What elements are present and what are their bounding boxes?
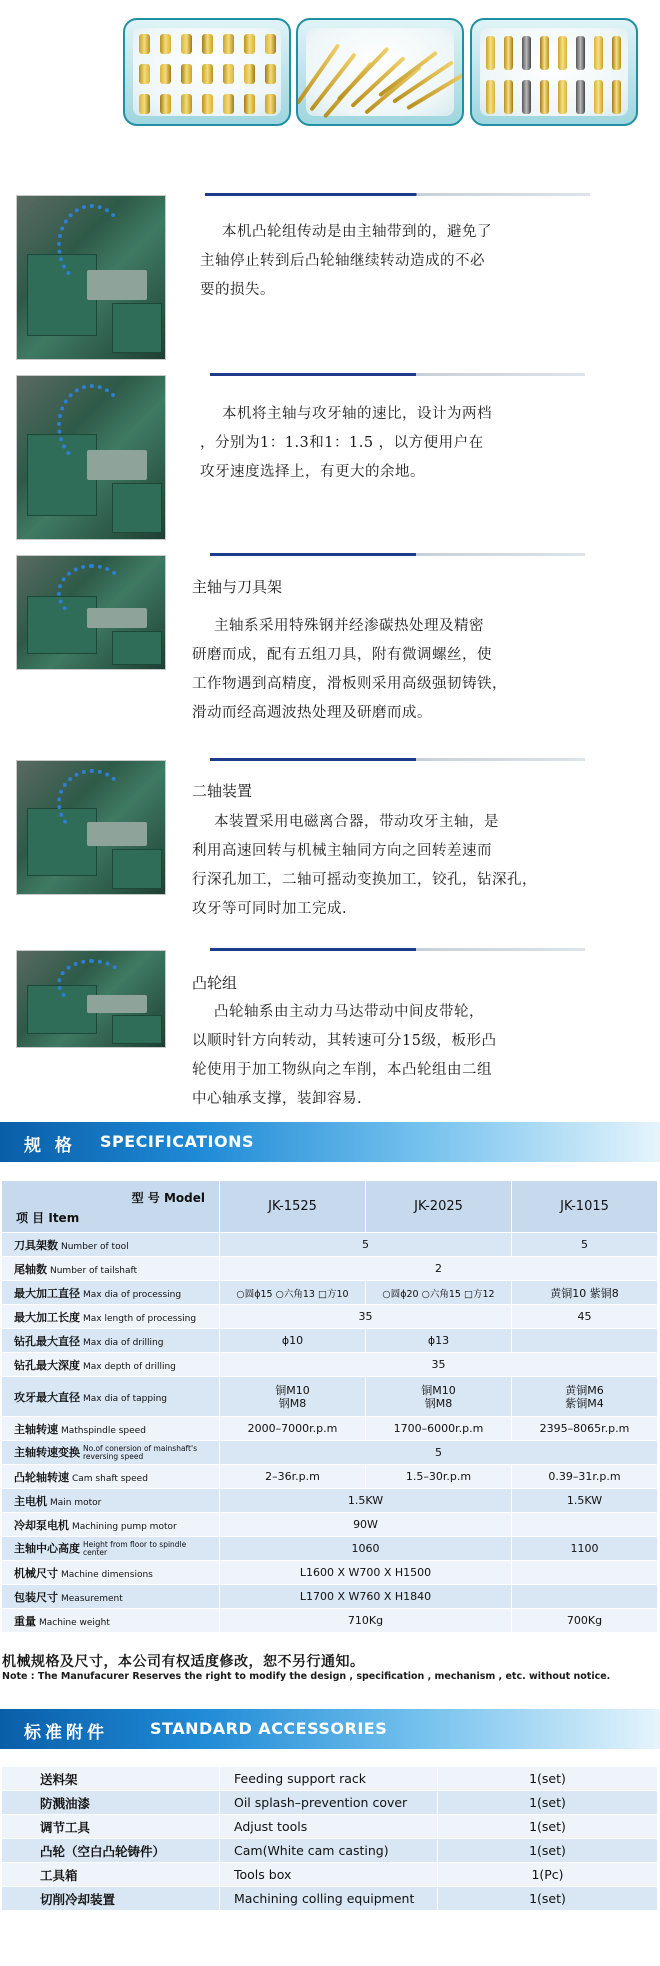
spec-row-label: [2, 1465, 220, 1489]
accessories-header-cn: 标准附件: [24, 1723, 108, 1743]
spec-value-line: 铜M10: [275, 1383, 310, 1397]
spec-row-label: [2, 1417, 220, 1441]
spec-value: 35: [220, 1305, 512, 1329]
spec-row-label: [2, 1353, 220, 1377]
machine-photo-3: [16, 555, 166, 670]
spec-value: ○圆ϕ20 ○六角15 □方12: [366, 1281, 512, 1305]
fitting-part: [223, 34, 234, 54]
spec-value: L1700 X W760 X H1840: [220, 1585, 512, 1609]
spec-row-label: [2, 1257, 220, 1281]
spec-label-cn: 尾轴数: [14, 1262, 47, 1276]
spec-corner-model: 型 号 Model: [131, 1191, 205, 1205]
spec-label-cn: 钻孔最大直径: [14, 1334, 80, 1348]
nozzle-part: [540, 80, 549, 114]
feature-title-4: 二轴装置: [192, 782, 253, 800]
feature-rule-4: [210, 758, 585, 761]
spec-value: 1700–6000r.p.m: [366, 1417, 512, 1441]
spec-value: 5: [220, 1233, 512, 1257]
spec-row-label: [2, 1609, 220, 1633]
fitting-part: [265, 94, 276, 114]
spec-value: 1100: [512, 1537, 658, 1561]
accessory-qty: 1(set): [438, 1815, 658, 1839]
feature-2-line-3: 攻牙速度选择上，有更大的余地。: [200, 464, 425, 480]
nozzle-part: [594, 36, 603, 70]
spec-label-cn: 包装尺寸: [14, 1590, 58, 1604]
fitting-part: [202, 94, 213, 114]
spec-value: 5: [220, 1441, 658, 1465]
pin-part: [296, 43, 340, 104]
fitting-part: [160, 64, 171, 84]
spec-value: 0.39–31r.p.m: [512, 1465, 658, 1489]
fitting-part: [160, 94, 171, 114]
accessory-row: [2, 1767, 658, 1791]
feature-4-line-4: 攻牙等可同时加工完成.: [192, 901, 348, 917]
accessory-row: [2, 1791, 658, 1815]
spec-value: 2–36r.p.m: [220, 1465, 366, 1489]
spec-label-en: Mathspindle speed: [61, 1425, 146, 1436]
spec-label-en: Height from floor to spindle center: [83, 1540, 187, 1557]
spec-row: [2, 1329, 658, 1353]
fitting-part: [265, 64, 276, 84]
feature-2-line-1: 本机将主轴与攻牙轴的速比，设计为两档: [222, 406, 492, 422]
spec-value: 90W: [220, 1513, 512, 1537]
nozzle-part: [612, 36, 621, 70]
feature-rule-3: [210, 553, 585, 556]
spec-row-label: [2, 1489, 220, 1513]
spec-row-label: [2, 1329, 220, 1353]
spec-row: [2, 1609, 658, 1633]
spec-value: [366, 1377, 512, 1417]
fitting-part: [181, 34, 192, 54]
fitting-part: [244, 64, 255, 84]
nozzle-part: [612, 80, 621, 114]
spec-label-en: Cam shaft speed: [72, 1473, 148, 1484]
spec-label-en: Max dia of processing: [83, 1289, 182, 1300]
spec-header-bar: [0, 1122, 660, 1162]
fitting-part: [139, 34, 150, 54]
spec-label-cn: 主轴转速: [14, 1422, 58, 1436]
spec-value: 1.5KW: [512, 1489, 658, 1513]
spec-row: [2, 1353, 658, 1377]
feature-5-line-2: 以顺时针方向转动，其转速可分15级，板形凸: [192, 1033, 497, 1049]
feature-title-3: 主轴与刀具架: [192, 578, 283, 596]
fitting-part: [244, 94, 255, 114]
nozzle-part: [522, 80, 531, 114]
nozzle-part: [504, 36, 513, 70]
spec-label-en: Max length of processing: [83, 1313, 197, 1324]
feature-5-line-3: 轮使用于加工物纵向之车削，本凸轮组由二组: [192, 1062, 492, 1078]
spec-label-en: No.of conersion of mainshaft's reversing speed: [83, 1444, 197, 1461]
spec-value: ○圆ϕ15 ○六角13 □方10: [220, 1281, 366, 1305]
spec-row-label: [2, 1281, 220, 1305]
spec-value: 35: [220, 1353, 658, 1377]
spec-label-cn: 刀具架数: [14, 1238, 58, 1252]
nozzle-part: [576, 80, 585, 114]
fitting-part: [181, 94, 192, 114]
spec-label-en: Number of tailshaft: [50, 1265, 138, 1276]
accessory-en: Cam(White cam casting): [220, 1839, 438, 1863]
accessory-row: [2, 1815, 658, 1839]
spec-row: [2, 1585, 658, 1609]
product-panel-fittings: [123, 18, 291, 126]
spec-label-en: Machine dimensions: [61, 1569, 153, 1580]
spec-value-line: 铜M10: [421, 1383, 456, 1397]
feature-3-line-1: 主轴系采用特殊钢并经渗碳热处理及精密: [214, 618, 484, 634]
spec-label-en: Max dia of drilling: [83, 1337, 164, 1348]
spec-row: [2, 1513, 658, 1537]
spec-label-cn: 重量: [14, 1614, 36, 1628]
spec-value: [512, 1329, 658, 1353]
spec-value: ϕ10: [220, 1329, 366, 1353]
spec-value: [512, 1377, 658, 1417]
accessory-qty: 1(set): [438, 1839, 658, 1863]
spec-label-cn: 最大加工直径: [14, 1286, 80, 1300]
spec-label-en: Machine weight: [39, 1617, 110, 1628]
spec-label-en: Max depth of drilling: [83, 1361, 176, 1372]
feature-title-5: 凸轮组: [192, 974, 238, 992]
accessory-qty: 1(set): [438, 1887, 658, 1911]
spec-label-cn: 最大加工长度: [14, 1310, 80, 1324]
feature-3-line-4: 滑动而经高週波热处理及研磨而成。: [192, 705, 432, 721]
feature-1-line-2: 主轴停止转到后凸轮轴继续转动造成的不必: [200, 253, 485, 269]
feature-3-line-2: 研磨而成，配有五组刀具，附有微调螺丝，使: [192, 647, 492, 663]
spec-row: [2, 1441, 658, 1465]
accessory-row: [2, 1839, 658, 1863]
nozzle-part: [504, 80, 513, 114]
spec-row-label: [2, 1585, 220, 1609]
machine-photo-4: [16, 760, 166, 895]
machine-photo-2: [16, 375, 166, 540]
accessory-en: Adjust tools: [220, 1815, 438, 1839]
fitting-part: [139, 94, 150, 114]
feature-1-line-1: 本机凸轮组传动是由主轴带到的，避免了: [222, 224, 492, 240]
spec-row-label: [2, 1513, 220, 1537]
accessory-en: Machining colling equipment: [220, 1887, 438, 1911]
spec-label-en: Measurement: [61, 1593, 123, 1604]
nozzle-part: [486, 36, 495, 70]
spec-row: [2, 1489, 658, 1513]
feature-4-line-2: 利用高速回转与机械主轴同方向之回转差速而: [192, 843, 492, 859]
nozzle-part: [540, 36, 549, 70]
accessory-cn: 工具箱: [2, 1863, 220, 1887]
accessories-header-en: STANDARD ACCESSORIES: [150, 1719, 388, 1738]
spec-value: 1060: [220, 1537, 512, 1561]
spec-row-label: [2, 1441, 220, 1465]
spec-value: 1.5KW: [220, 1489, 512, 1513]
spec-value: 2395–8065r.p.m: [512, 1417, 658, 1441]
spec-row: [2, 1377, 658, 1417]
spec-empty: [512, 1585, 658, 1609]
spec-value: ϕ13: [366, 1329, 512, 1353]
fitting-part: [202, 64, 213, 84]
fitting-part: [244, 34, 255, 54]
spec-value: [220, 1377, 366, 1417]
accessory-qty: 1(set): [438, 1767, 658, 1791]
nozzle-part: [558, 36, 567, 70]
spec-row: [2, 1305, 658, 1329]
spec-value: L1600 X W700 X H1500: [220, 1561, 512, 1585]
accessory-cn: 凸轮（空白凸轮铸件）: [2, 1839, 220, 1863]
accessory-row: [2, 1863, 658, 1887]
spec-label-cn: 机械尺寸: [14, 1566, 58, 1580]
feature-2-line-2: ，分别为1：1.3和1：1.5 ，以方便用户在: [200, 435, 484, 451]
spec-row: [2, 1465, 658, 1489]
spec-row-label: [2, 1537, 220, 1561]
spec-row-label: [2, 1305, 220, 1329]
spec-value-line: 钢M8: [424, 1396, 453, 1410]
accessories-header-bar: [0, 1709, 660, 1749]
machine-photo-5: [16, 950, 166, 1048]
spec-empty: [512, 1513, 658, 1537]
spec-row: [2, 1281, 658, 1305]
accessory-en: Oil splash–prevention cover: [220, 1791, 438, 1815]
fitting-part: [160, 34, 171, 54]
feature-rule-5: [210, 948, 585, 951]
spec-label-cn: 主轴中心高度: [14, 1542, 80, 1555]
spec-value-line: 黄铜M6: [565, 1383, 604, 1397]
spec-row-label: [2, 1233, 220, 1257]
spec-row: [2, 1561, 658, 1585]
spec-row-label: [2, 1561, 220, 1585]
spec-value: 1.5–30r.p.m: [366, 1465, 512, 1489]
feature-4-line-3: 行深孔加工，二轴可摇动变换加工，铰孔，钻深孔，: [192, 872, 537, 888]
spec-row: [2, 1233, 658, 1257]
spec-label-cn: 主电机: [14, 1494, 47, 1508]
spec-corner: [2, 1181, 220, 1233]
spec-label-cn: 钻孔最大深度: [14, 1358, 80, 1372]
fitting-part: [265, 34, 276, 54]
spec-corner-item: 项 目 Item: [16, 1211, 80, 1225]
nozzle-part: [486, 80, 495, 114]
spec-value: 2000–7000r.p.m: [220, 1417, 366, 1441]
spec-value-line: 钢M8: [278, 1396, 307, 1410]
spec-label-en: Number of tool: [61, 1241, 129, 1252]
product-panel-nozzles: [470, 18, 638, 126]
feature-5-line-4: 中心轴承支撑，装卸容易.: [192, 1091, 363, 1107]
model-jk1525: JK-1525: [220, 1181, 366, 1233]
accessory-row: [2, 1887, 658, 1911]
spec-label-cn: 主轴转速变换: [14, 1446, 80, 1459]
nozzle-part: [576, 36, 585, 70]
spec-value: 710Kg: [220, 1609, 512, 1633]
spec-value: 5: [512, 1233, 658, 1257]
spec-value: 700Kg: [512, 1609, 658, 1633]
spec-label-cn: 冷却泵电机: [14, 1518, 69, 1532]
spec-label-en: Max dia of tapping: [83, 1393, 167, 1404]
spec-header-cn: 规 格: [24, 1136, 76, 1156]
accessories-table: [1, 1766, 658, 1911]
machine-photo-1: [16, 195, 166, 360]
product-panel-pins: [296, 18, 464, 126]
feature-rule-2: [210, 373, 585, 376]
spec-label-en: Machining pump motor: [72, 1521, 177, 1532]
accessory-cn: 送料架: [2, 1767, 220, 1791]
spec-value-line: 紫铜M4: [565, 1396, 604, 1410]
spec-row-label: [2, 1377, 220, 1417]
nozzle-part: [558, 80, 567, 114]
feature-rule-1: [205, 193, 590, 196]
accessory-qty: 1(set): [438, 1791, 658, 1815]
spec-row: [2, 1417, 658, 1441]
fitting-part: [223, 64, 234, 84]
feature-3-line-3: 工作物遇到高精度，滑板则采用高级强韧铸铁，: [192, 676, 507, 692]
accessory-cn: 切削冷却装置: [2, 1887, 220, 1911]
accessory-qty: 1(Pc): [438, 1863, 658, 1887]
note-en: Note : The Manufacurer Reserves the right to modify the design , specification , mechanism , etc. without notice.: [2, 1671, 611, 1682]
feature-1-line-3: 要的损失。: [200, 282, 275, 298]
nozzle-part: [594, 80, 603, 114]
spec-value: 黄铜10 紫铜8: [512, 1281, 658, 1305]
accessory-en: Tools box: [220, 1863, 438, 1887]
spec-table: [1, 1180, 658, 1633]
note-cn: 机械规格及尺寸，本公司有权适度修改，恕不另行通知。: [2, 1654, 365, 1670]
model-jk2025: JK-2025: [366, 1181, 512, 1233]
spec-value: 45: [512, 1305, 658, 1329]
spec-row: [2, 1537, 658, 1561]
feature-5-line-1: 凸轮轴系由主动力马达带动中间皮带轮，: [214, 1004, 484, 1020]
spec-label-en: Main motor: [50, 1497, 102, 1508]
fitting-part: [202, 34, 213, 54]
fitting-part: [181, 64, 192, 84]
accessory-en: Feeding support rack: [220, 1767, 438, 1791]
fitting-part: [139, 64, 150, 84]
spec-label-cn: 攻牙最大直径: [14, 1390, 80, 1404]
nozzle-part: [522, 36, 531, 70]
model-jk1015: JK-1015: [512, 1181, 658, 1233]
fitting-part: [223, 94, 234, 114]
spec-empty: [512, 1561, 658, 1585]
spec-value: 2: [220, 1257, 658, 1281]
spec-header-row: [2, 1181, 658, 1233]
spec-label-cn: 凸轮轴转速: [14, 1470, 69, 1484]
spec-header-en: SPECIFICATIONS: [100, 1132, 255, 1151]
feature-4-line-1: 本装置采用电磁离合器，带动攻牙主轴，是: [214, 814, 499, 830]
accessory-cn: 防溅油漆: [2, 1791, 220, 1815]
accessory-cn: 调节工具: [2, 1815, 220, 1839]
spec-row: [2, 1257, 658, 1281]
